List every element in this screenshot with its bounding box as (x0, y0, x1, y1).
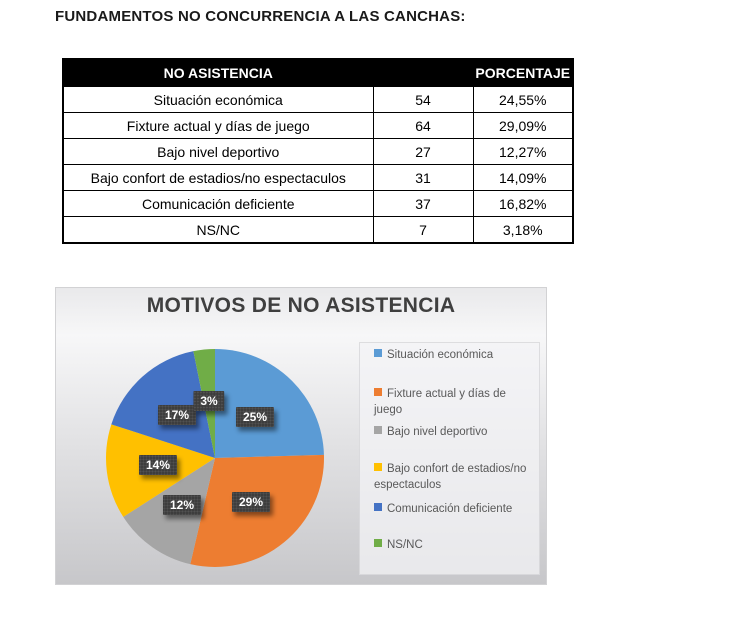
table-row (63, 217, 573, 244)
row-pct: 12,27% (473, 139, 573, 165)
row-pct: 29,09% (473, 113, 573, 139)
legend-item-1 (374, 347, 533, 363)
row-count: 7 (373, 217, 473, 244)
row-count: 54 (373, 87, 473, 113)
row-pct: 14,09% (473, 165, 573, 191)
table-header-row (63, 59, 573, 87)
pie-label-5: 17% (158, 405, 196, 425)
row-count: 64 (373, 113, 473, 139)
legend-item-6 (374, 537, 533, 553)
legend-swatch-icon (374, 349, 382, 357)
row-label: Comunicación deficiente (63, 191, 373, 217)
legend-label: Fixture actual y días de juego (374, 388, 506, 416)
legend-label: Bajo nivel deportivo (387, 426, 488, 438)
pie-label-6: 3% (193, 391, 224, 411)
row-label: Situación económica (63, 87, 373, 113)
legend-item-3 (374, 424, 533, 440)
table-header-porcentaje: PORCENTAJE (473, 59, 573, 87)
table-row (63, 165, 573, 191)
legend-swatch-icon (374, 539, 382, 547)
legend-swatch-icon (374, 463, 382, 471)
pie-slice-1 (215, 349, 324, 458)
legend-swatch-icon (374, 503, 382, 511)
table-header-no-asistencia: NO ASISTENCIA (63, 59, 373, 87)
row-pct: 24,55% (473, 87, 573, 113)
pie-label-4: 14% (139, 455, 177, 475)
row-pct: 3,18% (473, 217, 573, 244)
chart-title: MOTIVOS DE NO ASISTENCIA (146, 294, 456, 317)
chart-legend (359, 342, 540, 575)
row-label: Fixture actual y días de juego (63, 113, 373, 139)
row-label: NS/NC (63, 217, 373, 244)
pie-chart-panel (55, 287, 547, 585)
table-row (63, 191, 573, 217)
legend-label: Bajo confort de estadios/no espectaculos (374, 463, 527, 491)
pie-label-2: 29% (232, 492, 270, 512)
legend-label: Comunicación deficiente (387, 503, 513, 515)
page-title: FUNDAMENTOS NO CONCURRENCIA A LAS CANCHAS: (55, 8, 466, 25)
legend-swatch-icon (374, 426, 382, 434)
row-label: Bajo nivel deportivo (63, 139, 373, 165)
row-count: 37 (373, 191, 473, 217)
row-pct: 16,82% (473, 191, 573, 217)
table-row (63, 139, 573, 165)
table-row (63, 87, 573, 113)
pie-label-3: 12% (163, 495, 201, 515)
legend-item-4 (374, 461, 533, 493)
legend-item-2 (374, 386, 533, 418)
legend-label: NS/NC (387, 539, 423, 551)
pie-label-1: 25% (236, 407, 274, 427)
table-header-count (373, 59, 473, 87)
legend-label: Situación económica (387, 349, 494, 361)
pie-chart (56, 288, 376, 584)
no-asistencia-table (62, 58, 574, 244)
row-label: Bajo confort de estadios/no espectaculos (63, 165, 373, 191)
row-count: 27 (373, 139, 473, 165)
row-count: 31 (373, 165, 473, 191)
legend-item-5 (374, 501, 533, 517)
legend-swatch-icon (374, 388, 382, 396)
table-row (63, 113, 573, 139)
